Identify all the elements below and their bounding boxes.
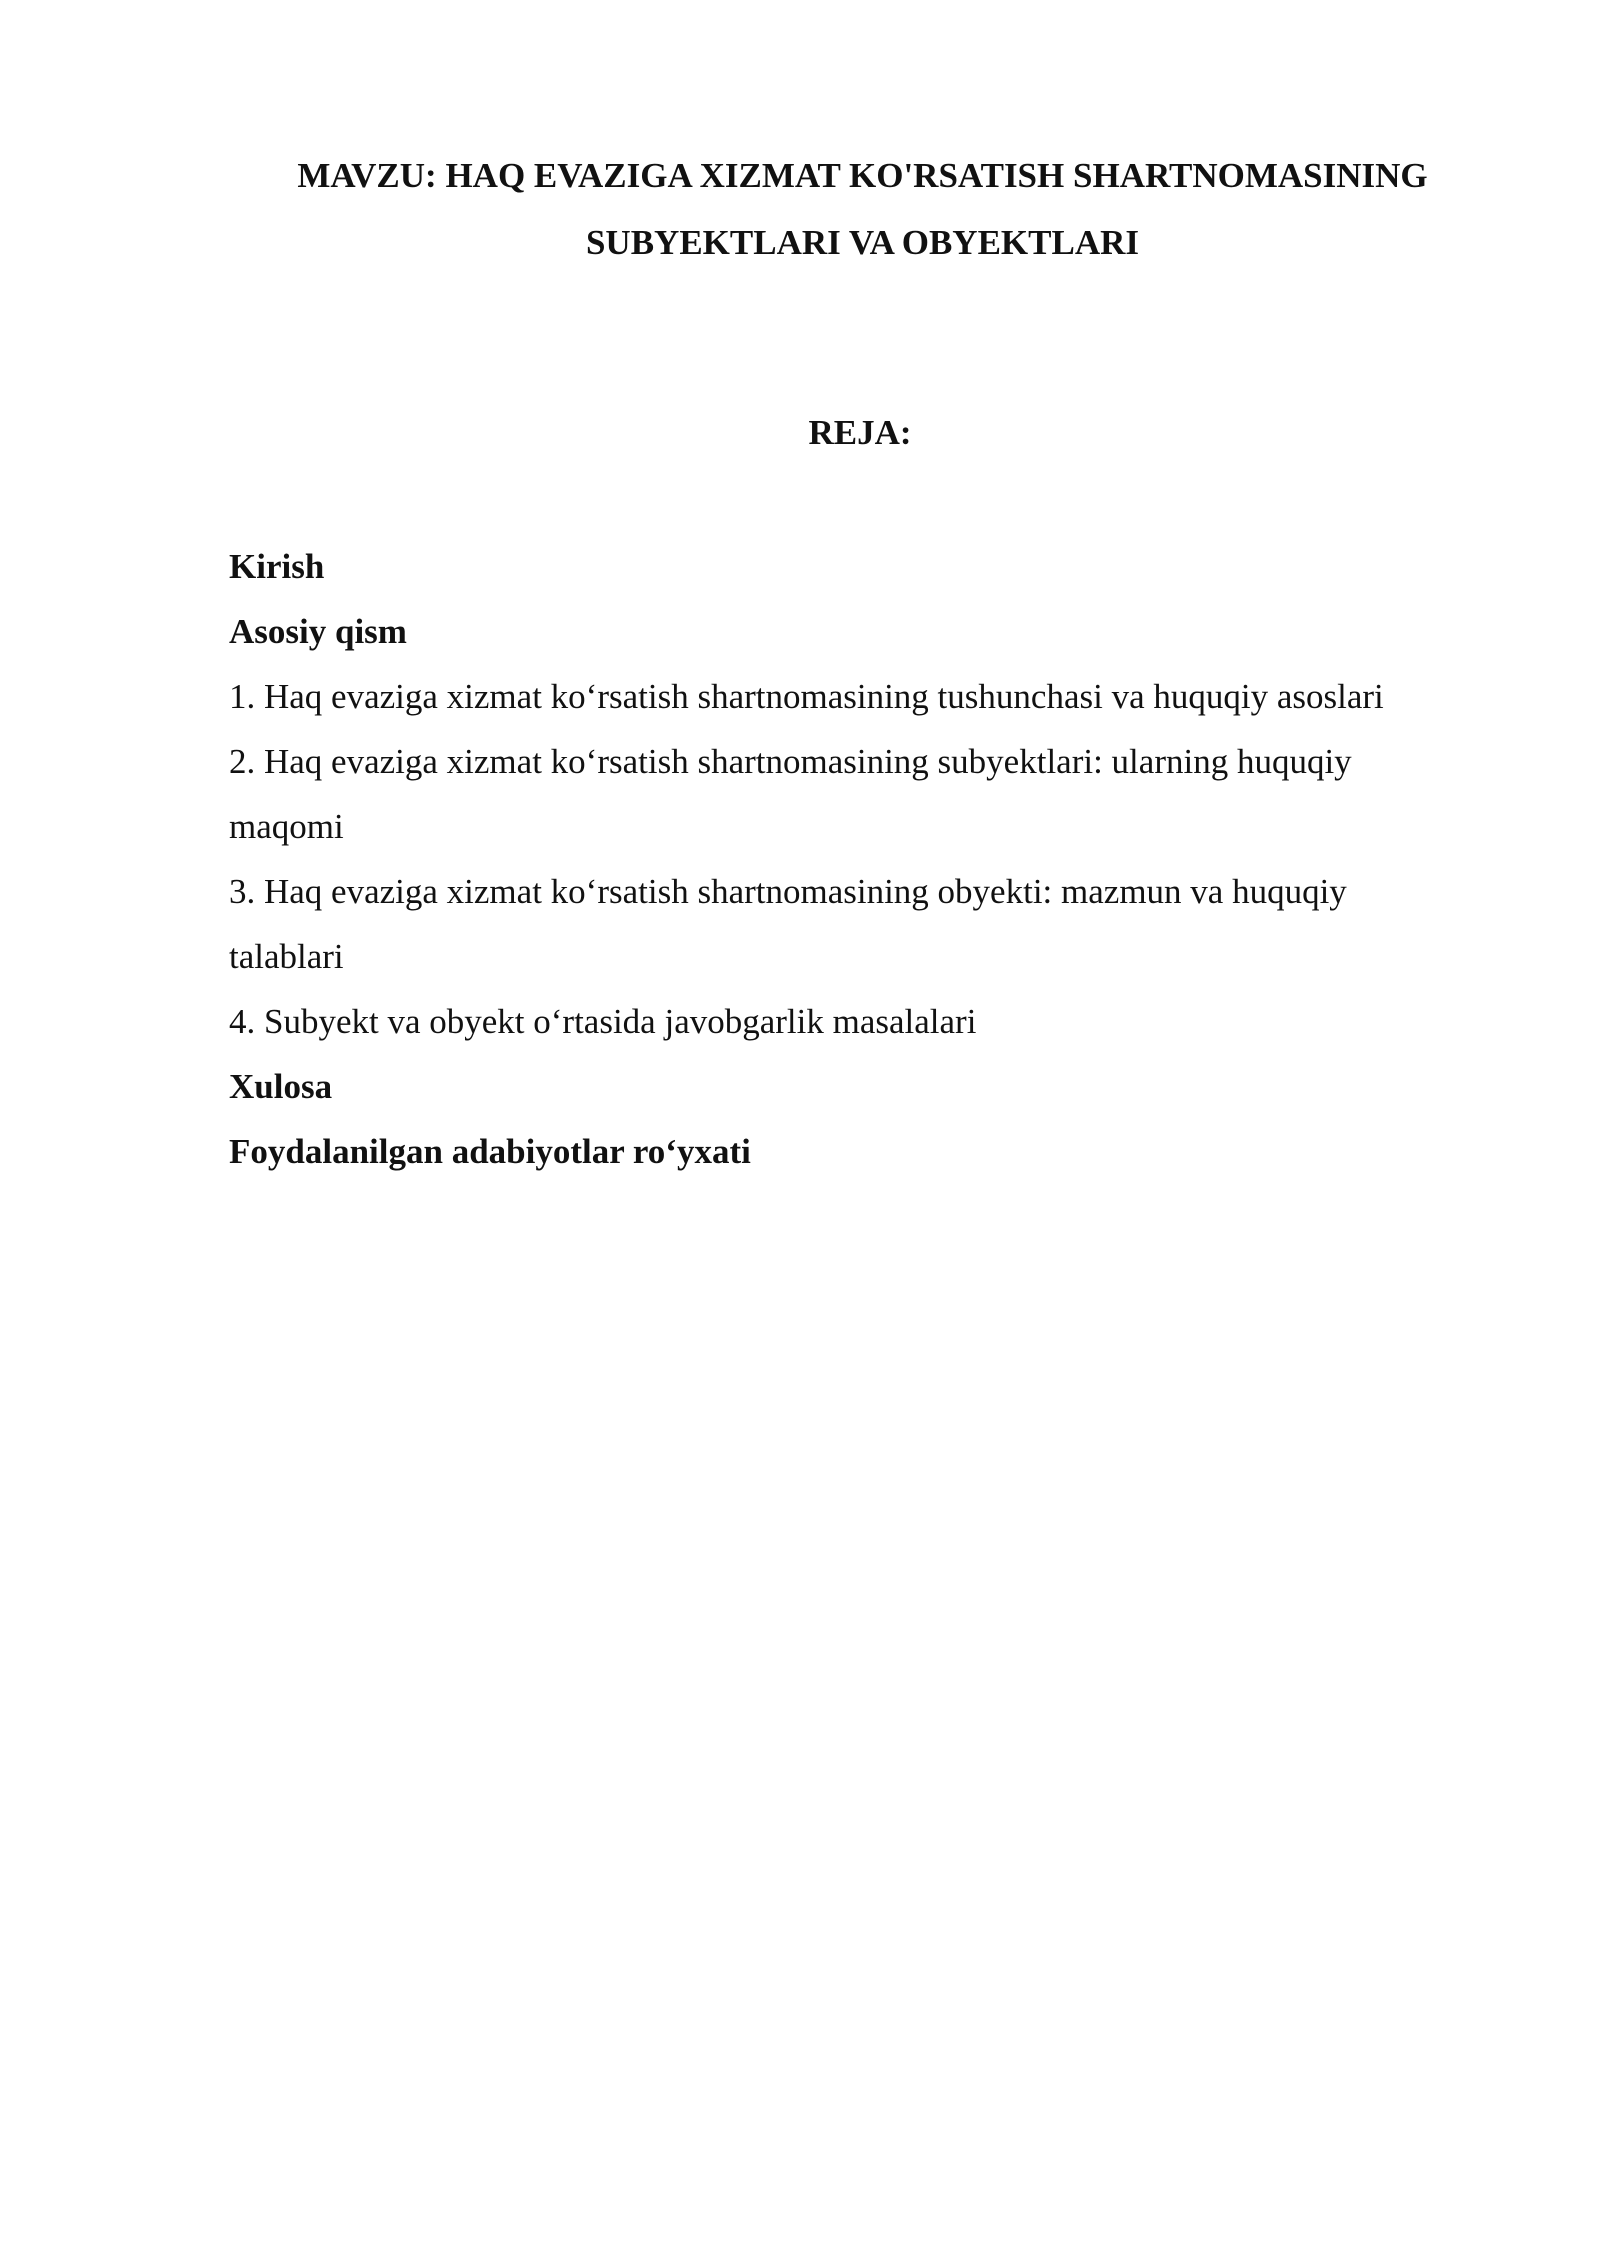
- title-line-2: SUBYEKTLARI VA OBYEKTLARI: [585, 223, 1140, 262]
- title-line-1: MAVZU: HAQ EVAZIGA XIZMAT KO'RSATISH SHARTNOMASINING: [297, 156, 1428, 195]
- toc-item-3-line-1: 3. Haq evaziga xizmat ko‘rsatish shartnomasining obyekti: mazmun va huquqiy: [229, 872, 1347, 911]
- toc-intro: Kirish: [229, 547, 325, 586]
- toc-item-3-line-2: talablari: [229, 937, 344, 976]
- toc-conclusion: Xulosa: [229, 1067, 333, 1106]
- toc-item-4: 4. Subyekt va obyekt o‘rtasida javobgarlik masalalari: [229, 1002, 977, 1041]
- plan-heading: REJA:: [808, 413, 912, 452]
- toc-item-1: 1. Haq evaziga xizmat ko‘rsatish shartnomasining tushunchasi va huquqiy asoslari: [229, 677, 1384, 716]
- toc-item-2-line-1: 2. Haq evaziga xizmat ko‘rsatish shartnomasining subyektlari: ularning huquqiy: [229, 742, 1352, 781]
- toc-references: Foydalanilgan adabiyotlar ro‘yxati: [229, 1132, 751, 1171]
- toc-main-part: Asosiy qism: [229, 612, 407, 651]
- toc-item-2-line-2: maqomi: [229, 807, 344, 846]
- document-title: [180, 142, 1545, 276]
- table-of-contents: [229, 534, 1489, 1184]
